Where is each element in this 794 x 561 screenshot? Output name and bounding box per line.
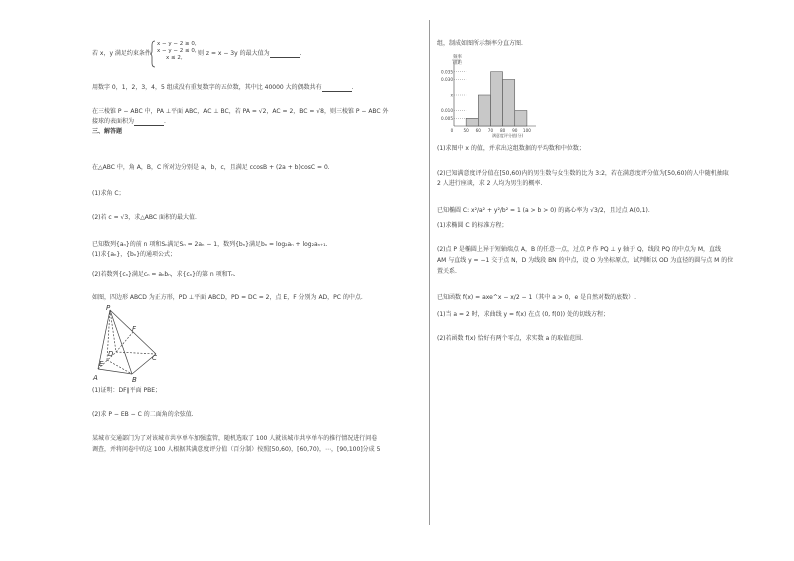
bike-q1: (1)求图中 x 的值，并求出这组数据的平均数和中位数； [437,145,585,152]
bike-q2-line2: 2 人进行座谈，求 2 人均为男生的概率. [437,180,543,187]
x-tick-label: 100 [522,128,531,133]
x-tick-label: 50 [463,128,469,133]
y-tick-label: 0.010 [441,108,453,113]
sequence-q1: (1)求{aₙ}，{bₙ}的通项公式； [92,251,177,258]
ylabel-top: 频率 [453,55,462,60]
column-divider [429,20,430,525]
histogram-bar [490,72,502,126]
ellipse-q2-line3: 置关系. [437,268,457,275]
q-xy-prefix: 若 x，y 满足约束条件 [92,50,151,57]
section-title: 三、解答题 [92,128,123,135]
x-tick-label: 70 [487,128,494,133]
system-brace [149,40,157,68]
histogram-bar [503,80,515,127]
constraint-3: x ≤ 2, [166,55,183,61]
function-q2: (2)若函数 f(x) 恰好有两个零点，求实数 a 的取值范围. [437,335,584,342]
bike-line2: 调查，并将问卷中的这 100 人根据其满意度评分值（百分制）按照[50,60)，[60,70)，⋯，[90,100]分成 5 [92,446,381,453]
q-digits: 用数字 0，1，2，3，4，5 组成没有重复数字的五位数，其中比 40000 大的偶数共有 . [92,84,354,91]
q-xy-suffix: 则 z = x − 3y 的最大值为 . [198,50,302,57]
bike-continuation: 组，制成如图所示频率分直方图. [437,40,523,47]
pyramid-figure [90,304,170,384]
q-pyramid-line1: 在三棱锥 P − ABC 中，PA ⊥平面 ABC，AC ⊥ BC，若 PA = √2，AC = 2，BC = √8，则三棱锥 P − ABC 外 [92,108,389,115]
y-tick-label: 0.030 [441,77,453,82]
label-f: F [132,325,137,333]
x-axis-label: 满意度评分值(分) [491,133,524,138]
label-b: B [132,376,137,384]
histogram-chart [437,48,537,138]
solid-q2: (2)求 P − EB − C 的二面角的余弦值. [92,411,194,418]
label-e: E [99,360,104,368]
ellipse-q2-line2: AM 与直线 y = −1 交于点 N，D 为线段 BN 的中点，设 O 为坐标原点，试判断以 OD 为直径的圆与点 M 的位 [437,257,734,264]
sequence-stem: 已知数列{aₙ}的前 n 项和Sₙ满足Sₙ = 2aₙ − 1，数列{bₙ}满足bₙ = log₂aₙ + log₂aₙ₊₁. [92,241,328,248]
x-tick-label: 80 [499,128,506,133]
histogram-bar [466,118,478,126]
x-tick-label: 0 [450,128,454,133]
triangle-q1: (1)求角 C； [92,190,125,197]
label-p: P [106,304,111,312]
y-tick-label: x [450,92,453,98]
bike-q2-line1: (2)已知满意度评分值在[50,60)内的男生数与女生数的比为 3:2，若在满意度评分值为[50,60)的人中随机抽取 [437,170,729,177]
y-tick-label: 0.035 [441,69,453,75]
label-a: A [93,374,98,382]
bike-line1: 某城市交通部门为了对该城市共享单车加强监管，随机选取了 100 人就该城市共享单车的推行情况进行问卷 [92,435,378,442]
x-tick-label: 60 [475,128,481,133]
q-pyramid-line2: 接球的表面积为 . [92,118,166,125]
histogram-bar [478,95,490,126]
triangle-stem: 在△ABC 中，角 A，B，C 所对边分别是 a，b，c，且满足 ccosB + (2a + b)cosC = 0. [92,164,330,171]
histogram-bar [515,111,527,127]
label-d: D [108,350,114,358]
constraint-1: x − y − 2 ≥ 0, [157,41,197,47]
label-c: C [152,354,157,362]
constraint-2: x − y − 2 ≤ 0, [157,48,197,54]
sequence-q2: (2)若数列{cₙ}满足cₙ = aₙbₙ，求{cₙ}的第 n 项和Tₙ. [92,271,236,278]
solid-q1: (1)证明：DF∥平面 PBE； [92,387,162,394]
ellipse-q1: (1)求椭圆 C 的标准方程； [437,222,508,229]
ellipse-q2-line1: (2)点 P 是椭圆上异于短轴端点 A，B 的任意一点，过点 P 作 PQ ⊥ y 轴于 Q，线段 PQ 的中点为 M，直线 [437,246,722,253]
triangle-q2: (2)若 c = √3，求△ABC 面积的最大值. [92,214,197,221]
function-q1: (1)当 a = 2 时，求曲线 y = f(x) 在点 (0, f(0)) 处的切线方程； [437,311,609,318]
ylabel-bottom: 组距 [453,61,462,66]
x-tick-label: 90 [512,128,518,133]
constraint-system [157,41,197,62]
ellipse-stem: 已知椭圆 C: x²/a² + y²/b² = 1 (a > b > 0) 的离心率为 √3/2，且过点 A(0,1). [437,207,650,214]
y-tick-label: 0.005 [441,115,453,121]
solid-stem: 如图，四边形 ABCD 为正方形，PD ⊥平面 ABCD，PD = DC = 2，点 E，F 分别为 AD，PC 的中点. [92,294,363,301]
function-stem: 已知函数 f(x) = axe^x − x/2 − 1（其中 a > 0，e 是自然对数的底数）. [437,294,637,301]
